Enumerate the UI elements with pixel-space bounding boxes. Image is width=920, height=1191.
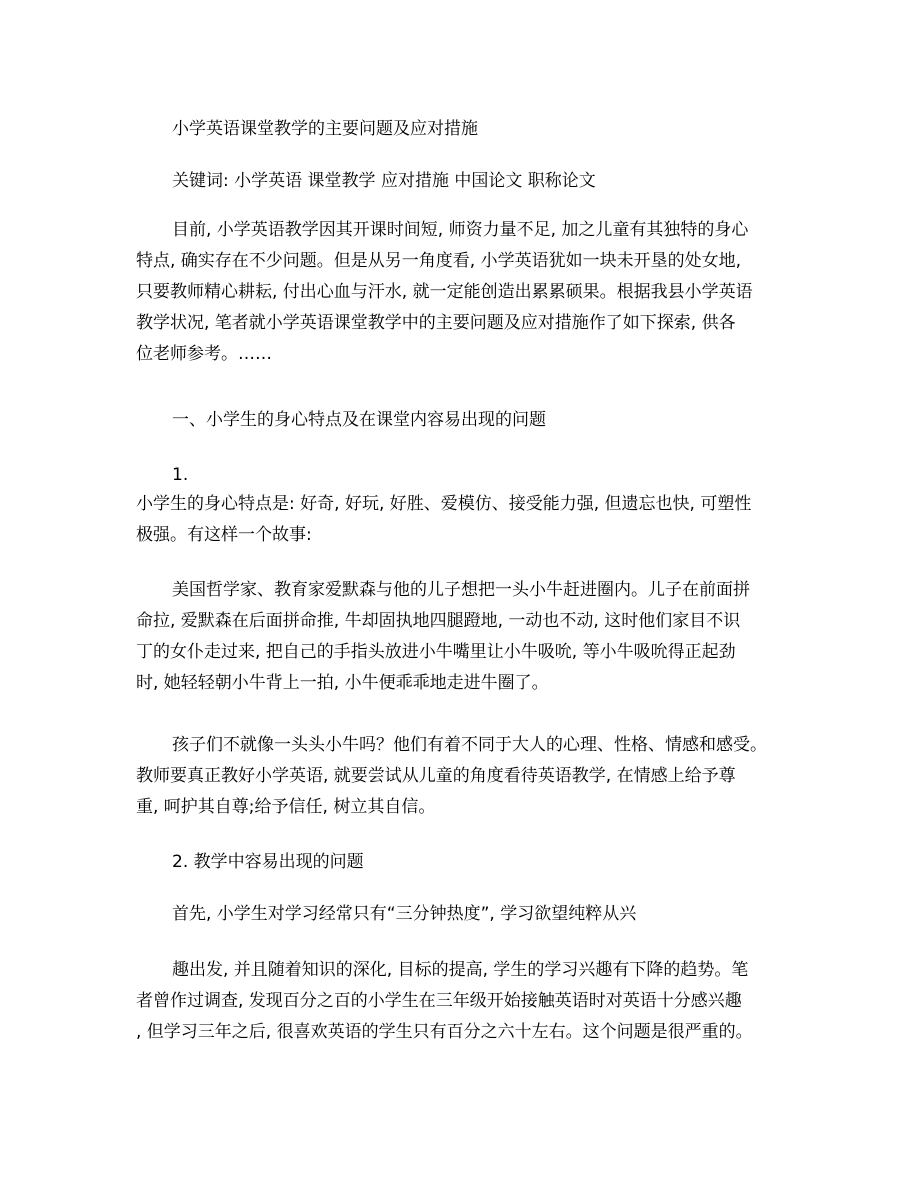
reflection-line: 重, 呵护其自尊;给予信任, 树立其自信。 (136, 797, 436, 817)
story-line: 命拉, 爱默森在后面拼命推, 牛却固执地四腿蹬地, 一动也不动, 这时他们家目不识 (136, 611, 741, 631)
story-line: 丁的女仆走过来, 把自己的手指头放进小牛嘴里让小牛吸吮, 等小牛吸吮得正起劲 (136, 642, 736, 662)
intro-line: 位老师参考。…… (136, 344, 272, 364)
item-1-line: 极强。有这样一个故事: (136, 525, 312, 545)
reflection-paragraph (136, 730, 786, 823)
item-1-line: 小学生的身心特点是: 好奇, 好玩, 好胜、爱模仿、接受能力强, 但遗忘也快, 可塑性 (136, 494, 752, 514)
item-2-heading: 2. 教学中容易出现的问题 (172, 852, 364, 872)
item-1-number: 1. (172, 465, 189, 485)
reflection-line: 教师要真正教好小学英语, 就要尝试从儿童的角度看待英语教学, 在情感上给予尊 (136, 766, 736, 786)
first-point-cont-line: , 但学习三年之后, 很喜欢英语的学生只有百分之六十左右。这个问题是很严重的。 (136, 1022, 753, 1042)
intro-line: 教学状况, 笔者就小学英语课堂教学中的主要问题及应对措施作了如下探索, 供各 (136, 313, 736, 333)
keywords-line: 关键词: 小学英语 课堂教学 应对措施 中国论文 职称论文 (172, 171, 596, 191)
document-title: 小学英语课堂教学的主要问题及应对措施 (172, 119, 478, 139)
first-point-line: 首先, 小学生对学习经常只有“三分钟热度”, 学习欲望纯粹从兴 (172, 904, 637, 924)
first-point-paragraph (136, 955, 786, 1048)
reflection-line: 孩子们不就像一头头小牛吗？他们有着不同于大人的心理、性格、情感和感受。 (172, 735, 767, 755)
story-line: 美国哲学家、教育家爱默森与他的儿子想把一头小牛赶进圈内。儿子在前面拼 (172, 580, 750, 600)
intro-paragraph (136, 215, 786, 370)
story-paragraph (136, 575, 786, 699)
intro-line: 目前, 小学英语教学因其开课时间短, 师资力量不足, 加之儿童有其独特的身心 (172, 220, 749, 240)
intro-line: 特点, 确实存在不少问题。但是从另一角度看, 小学英语犹如一块未开垦的处女地, (136, 251, 742, 271)
section-1-heading: 一、小学生的身心特点及在课堂内容易出现的问题 (172, 410, 546, 430)
story-line: 时, 她轻轻朝小牛背上一拍, 小牛便乖乖地走进牛圈了。 (136, 673, 549, 693)
item-1-paragraph (136, 489, 786, 551)
first-point-cont-line: 趣出发, 并且随着知识的深化, 目标的提高, 学生的学习兴趣有下降的趋势。笔 (172, 960, 749, 980)
first-point-cont-line: 者曾作过调查, 发现百分之百的小学生在三年级开始接触英语时对英语十分感兴趣 (136, 991, 742, 1011)
intro-line: 只要教师精心耕耘, 付出心血与汗水, 就一定能创造出累累硕果。根据我县小学英语 (136, 282, 753, 302)
